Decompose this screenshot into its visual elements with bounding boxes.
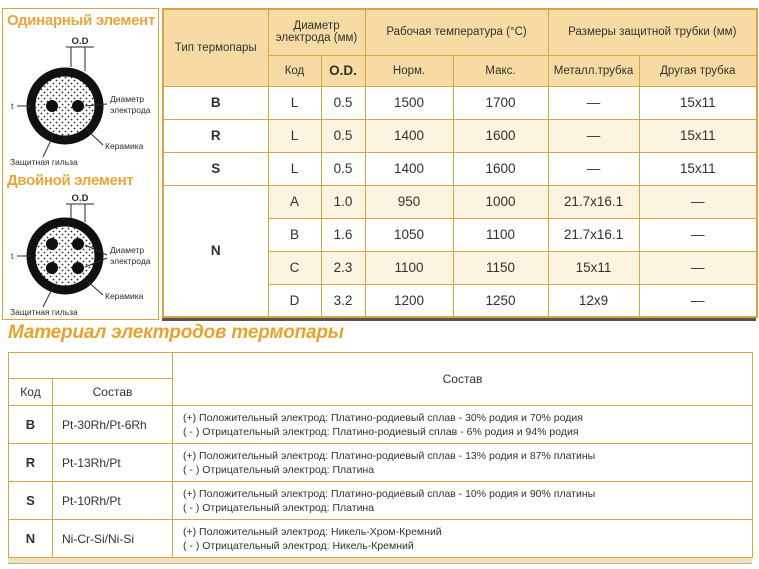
material-detail (173, 520, 753, 558)
norm-cell: 1050 (365, 218, 453, 251)
material-code: S (9, 482, 53, 520)
spec-row-R (163, 119, 757, 152)
material-row-B (9, 406, 753, 444)
other-tube-cell: — (639, 251, 757, 284)
od-cell: 1.0 (321, 185, 365, 218)
type-cell: R (163, 119, 268, 152)
header-temp-group: Рабочая температура (°C) (365, 9, 548, 55)
code-cell: D (268, 284, 321, 317)
spec-row-N-A (163, 185, 757, 218)
negative-electrode-line: ( - ) Отрицательный электрод: Никель-Кремний (183, 539, 414, 552)
max-cell: 1700 (453, 86, 548, 119)
element-diagrams-panel (2, 8, 159, 320)
header-spacer-cell (9, 353, 173, 379)
single-element-title: Одинарный элемент (7, 12, 155, 29)
material-code: R (9, 444, 53, 482)
positive-electrode-line: (+) Положительный электрод: Платино-родиевый сплав - 10% родия и 90% платины (183, 487, 596, 500)
other-tube-cell: — (639, 185, 757, 218)
negative-electrode-line: ( - ) Отрицательный электрод: Платина (183, 463, 375, 476)
norm-cell: 950 (365, 185, 453, 218)
other-tube-cell: 15x11 (639, 119, 757, 152)
type-cell: B (163, 86, 268, 119)
norm-cell: 1400 (365, 119, 453, 152)
other-tube-cell: 15x11 (639, 86, 757, 119)
metal-tube-cell: 21.7x16.1 (548, 185, 639, 218)
norm-cell: 1200 (365, 284, 453, 317)
positive-electrode-line: (+) Положительный электрод: Никель-Хром-Кремний (183, 525, 442, 538)
material-row-R (9, 444, 753, 482)
od-cell: 0.5 (321, 86, 365, 119)
double-element-title: Двойной элемент (7, 172, 134, 189)
metal-tube-cell: 12x9 (548, 284, 639, 317)
negative-electrode-line: ( - ) Отрицательный электрод: Платино-родиевый сплав - 6% родия и 94% родия (183, 425, 579, 438)
material-composition: Pt-30Rh/Pt-6Rh (53, 406, 173, 444)
header-max: Макс. (453, 55, 548, 86)
material-row-S (9, 482, 753, 520)
electrode-dot (46, 238, 58, 250)
od-cell: 0.5 (321, 152, 365, 185)
od-cell: 1.6 (321, 218, 365, 251)
header-diameter-group: Диаметр электрода (мм) (268, 9, 365, 55)
material-table-wrapper (8, 352, 752, 558)
electrode-dot (46, 262, 58, 274)
material-detail (173, 406, 753, 444)
norm-cell: 1400 (365, 152, 453, 185)
wall-thickness-label: t (11, 101, 14, 111)
metal-tube-cell: — (548, 86, 639, 119)
spec-row-B (163, 86, 757, 119)
code-cell: L (268, 86, 321, 119)
spec-row-S (163, 152, 757, 185)
header-tube-group: Размеры защитной трубки (мм) (548, 9, 757, 55)
material-row-N (9, 520, 753, 558)
positive-electrode-line: (+) Положительный электрод: Платино-родиевый сплав - 30% родия и 70% родия (183, 411, 583, 424)
material-detail (173, 444, 753, 482)
protective-sleeve-circle (31, 222, 99, 290)
electrode-material-table (8, 352, 753, 558)
max-cell: 1000 (453, 185, 548, 218)
material-code: B (9, 406, 53, 444)
max-cell: 1150 (453, 251, 548, 284)
other-tube-cell: — (639, 284, 757, 317)
material-detail (173, 482, 753, 520)
max-cell: 1100 (453, 218, 548, 251)
header-norm: Норм. (365, 55, 453, 86)
header-composition: Состав (53, 379, 173, 406)
metal-tube-cell: 21.7x16.1 (548, 218, 639, 251)
header-metal-tube: Металл.трубка (548, 55, 639, 86)
wall-thickness-label: t (11, 251, 14, 261)
other-tube-cell: — (639, 218, 757, 251)
electrode-dot (46, 100, 58, 112)
electrode-dot (72, 100, 84, 112)
code-cell: B (268, 218, 321, 251)
electrode-diameter-label: Диаметр (110, 245, 145, 255)
code-cell: A (268, 185, 321, 218)
max-cell: 1600 (453, 119, 548, 152)
metal-tube-cell: — (548, 152, 639, 185)
od-dimension-label: O.D (71, 193, 89, 204)
material-composition: Ni-Cr-Si/Ni-Si (53, 520, 173, 558)
protective-sleeve-label: Защитная гильза (10, 157, 78, 167)
electrode-dot (72, 262, 84, 274)
electrode-diameter-label: Диаметр (110, 94, 145, 104)
header-composition-detail: Состав (173, 353, 753, 406)
type-cell: N (163, 185, 268, 317)
ceramic-label: Керамика (105, 291, 144, 301)
code-cell: L (268, 119, 321, 152)
electrode-diameter-label: электрода (110, 256, 151, 266)
norm-cell: 1500 (365, 86, 453, 119)
negative-electrode-line: ( - ) Отрицательный электрод: Платина (183, 501, 375, 514)
code-cell: L (268, 152, 321, 185)
protective-sleeve-label: Защитная гильза (10, 307, 78, 317)
header-other-tube: Другая трубка (639, 55, 757, 86)
single-element-diagram (7, 31, 157, 171)
norm-cell: 1100 (365, 251, 453, 284)
thermocouple-spec-table (162, 8, 758, 318)
electrode-diameter-label: электрода (110, 105, 151, 115)
max-cell: 1600 (453, 152, 548, 185)
code-cell: C (268, 251, 321, 284)
max-cell: 1250 (453, 284, 548, 317)
header-code: Код (268, 55, 321, 86)
material-section-title: Материал электродов термопары (8, 322, 344, 343)
other-tube-cell: 15x11 (639, 152, 757, 185)
spec-table-wrapper (162, 8, 756, 318)
header-od: O.D. (321, 55, 365, 86)
positive-electrode-line: (+) Положительный электрод: Платино-родиевый сплав - 13% родия и 87% платины (183, 449, 596, 462)
od-cell: 0.5 (321, 119, 365, 152)
ceramic-label: Керамика (105, 141, 144, 151)
material-composition: Pt-10Rh/Pt (53, 482, 173, 520)
metal-tube-cell: 15x11 (548, 251, 639, 284)
od-cell: 2.3 (321, 251, 365, 284)
metal-tube-cell: — (548, 119, 639, 152)
header-type: Тип термопары (163, 9, 268, 86)
od-cell: 3.2 (321, 284, 365, 317)
type-cell: S (163, 152, 268, 185)
electrode-dot (72, 238, 84, 250)
od-dimension-label: O.D (71, 36, 89, 47)
material-code: N (9, 520, 53, 558)
double-element-diagram (7, 191, 157, 317)
header-code: Код (9, 379, 53, 406)
material-composition: Pt-13Rh/Pt (53, 444, 173, 482)
